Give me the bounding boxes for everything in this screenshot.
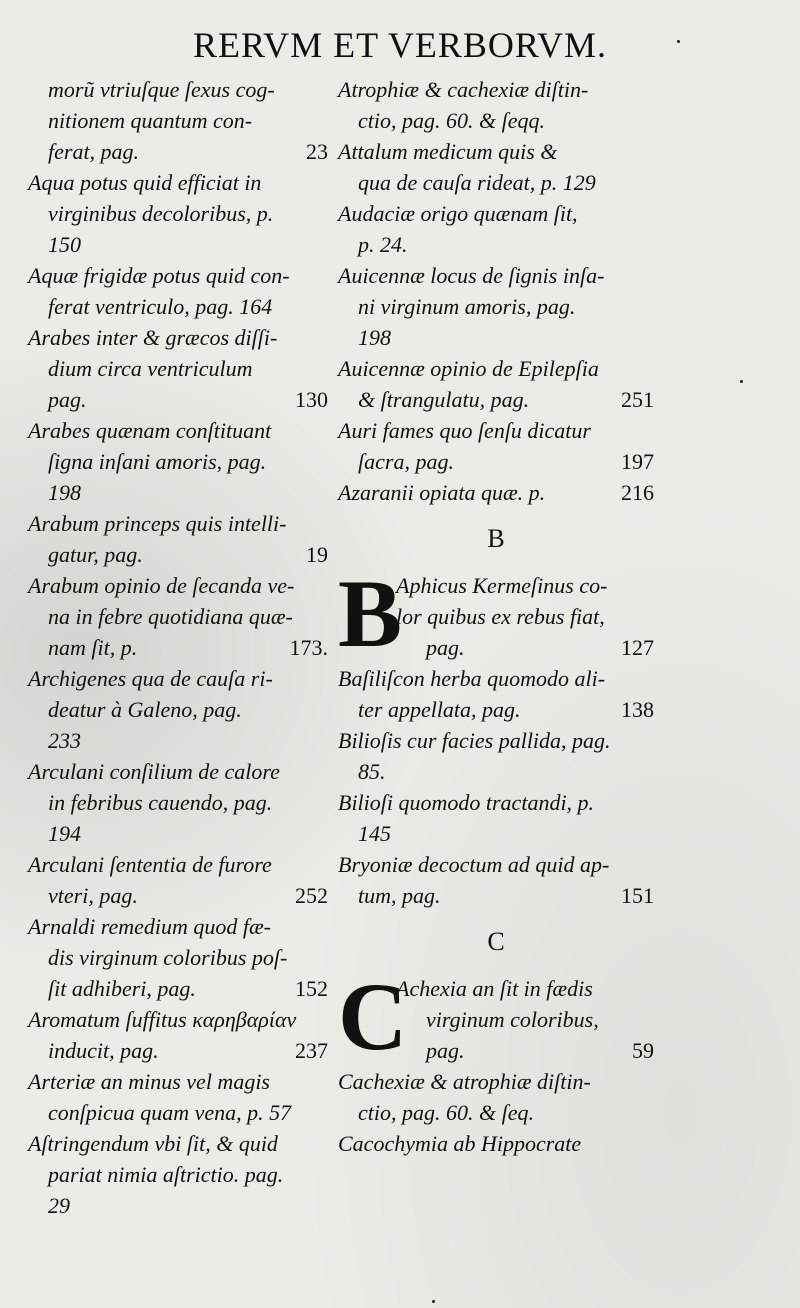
index-line [28, 415, 328, 446]
index-line [338, 787, 654, 818]
entry-text: na in febre quotidiana quæ- [48, 604, 293, 629]
entry-text: pag. [48, 387, 87, 412]
drop-cap-letter-c: C [338, 963, 408, 1070]
index-line [338, 1097, 654, 1128]
entry-text: Arabes inter & græcos diſſi- [28, 325, 278, 350]
entry-text: Audaciæ origo quænam ſit, [338, 201, 578, 226]
index-line [28, 849, 328, 880]
entry-text: Atrophiæ & cachexiæ diſtin- [338, 77, 589, 102]
index-line [28, 1035, 328, 1066]
entry-text: Arabum princeps quis intelli- [28, 511, 287, 536]
entry-text: Aqua potus quid efficiat in [28, 170, 262, 195]
drop-cap-block-b [338, 560, 654, 667]
index-line [338, 229, 654, 260]
index-line [28, 322, 328, 353]
entry-text: pag. [426, 635, 465, 660]
index-line [338, 136, 654, 167]
index-line [28, 1190, 328, 1221]
entry-text: morũ vtriuſque ſexus cog- [48, 77, 275, 102]
section-heading-c: C [487, 927, 505, 956]
entry-text: inducit, pag. [48, 1038, 159, 1063]
index-line [28, 880, 328, 911]
entry-text: 29 [48, 1193, 70, 1218]
entry-text: qua de cauſa rideat, p. 129 [358, 170, 596, 195]
entry-text: ni virginum amoris, pag. [358, 294, 576, 319]
index-line [338, 1066, 654, 1097]
index-line [28, 229, 328, 260]
index-line [28, 632, 328, 663]
entry-text: Azaranii opiata quæ. p. [338, 480, 546, 505]
entry-text: Aquæ frigidæ potus quid con- [28, 263, 290, 288]
entry-text: Aſtringendum vbi ſit, & quid [28, 1131, 278, 1156]
right-column-entries-a [338, 74, 654, 508]
right-column [338, 74, 654, 1159]
index-line [338, 74, 654, 105]
page-number: 19 [306, 542, 328, 567]
drop-line: Aphicus Kermeſinus co- [396, 573, 608, 598]
index-line [338, 663, 654, 694]
entry-text: Bryoniæ decoctum ad quid ap- [338, 852, 610, 877]
index-line [28, 663, 328, 694]
entry-text: dium circa ventriculum [48, 356, 253, 381]
index-line [28, 74, 328, 105]
entry-text: Cachexiæ & atrophiæ diſtin- [338, 1069, 591, 1094]
entry-text: ferat ventriculo, pag. 164 [48, 294, 273, 319]
index-line [28, 1097, 328, 1128]
entry-text: 85. [358, 759, 386, 784]
index-line [338, 446, 654, 477]
index-line [28, 725, 328, 756]
index-line [28, 198, 328, 229]
index-line [28, 694, 328, 725]
entry-text: tum, pag. [358, 883, 441, 908]
entry-text: Attalum medicum quis & [338, 139, 558, 164]
entry-text: Auicennæ opinio de Epilepſia [338, 356, 599, 381]
entry-text: in febribus cauendo, pag. [48, 790, 273, 815]
entry-text: ctio, pag. 60. & ſeq. [358, 1100, 534, 1125]
entry-text: Auicennæ locus de ſignis inſa- [338, 263, 605, 288]
index-line [338, 477, 654, 508]
index-line [338, 353, 654, 384]
index-line [28, 601, 328, 632]
entry-text: 150 [48, 232, 81, 257]
entry-text: Arculani ſententia de furore [28, 852, 272, 877]
page-number: 173. [289, 635, 328, 660]
index-line [28, 756, 328, 787]
drop-line-tail [338, 1035, 654, 1066]
entry-text: 198 [358, 325, 391, 350]
entry-text: pariat nimia aſtrictio. pag. [48, 1162, 284, 1187]
entry-text: Bilioſi quomodo tractandi, p. [338, 790, 595, 815]
index-line [28, 353, 328, 384]
index-line [28, 384, 328, 415]
drop-cap-block-c [338, 963, 654, 1070]
page-number: 151 [621, 883, 654, 908]
page-number: 152 [295, 976, 328, 1001]
index-line [28, 1128, 328, 1159]
index-line [28, 1159, 328, 1190]
entry-text: nam ſit, p. [48, 635, 138, 660]
index-line [338, 198, 654, 229]
index-line [28, 136, 328, 167]
entry-text: Auri fames quo ſenſu dicatur [338, 418, 591, 443]
index-line [338, 1128, 654, 1159]
entry-text: conſpicua quam vena, p. 57 [48, 1100, 292, 1125]
page-number: 237 [295, 1038, 328, 1063]
drop-cap-letter-b: B [338, 560, 403, 667]
index-line [338, 105, 654, 136]
index-line [28, 911, 328, 942]
entry-text: & ſtrangulatu, pag. [358, 387, 530, 412]
page-number: 59 [632, 1038, 654, 1063]
entry-text: ter appellata, pag. [358, 697, 521, 722]
index-line [338, 291, 654, 322]
index-line [28, 787, 328, 818]
index-line [28, 539, 328, 570]
entry-text: pag. [426, 1038, 465, 1063]
entry-text: Archigenes qua de cauſa ri- [28, 666, 273, 691]
entry-text: Arculani conſilium de calore [28, 759, 280, 784]
index-line [28, 291, 328, 322]
left-column [28, 74, 328, 1221]
entry-text: p. 24. [358, 232, 408, 257]
page-number: 127 [621, 635, 654, 660]
section-b-entries [338, 663, 654, 911]
index-line [28, 105, 328, 136]
entry-text: nitionem quantum con- [48, 108, 253, 133]
entry-text: vteri, pag. [48, 883, 138, 908]
drop-line-tail [338, 632, 654, 663]
page-number: 251 [621, 387, 654, 412]
entry-text: ctio, pag. 60. & ſeqq. [358, 108, 545, 133]
entry-text: Arnaldi remedium quod fæ- [28, 914, 271, 939]
page-number: 138 [621, 697, 654, 722]
index-line [28, 167, 328, 198]
index-line [28, 942, 328, 973]
page-number: 130 [295, 387, 328, 412]
entry-text: 145 [358, 821, 391, 846]
entry-text: ſigna inſani amoris, pag. [48, 449, 267, 474]
index-line [338, 322, 654, 353]
index-line [338, 756, 654, 787]
entry-text: 198 [48, 480, 81, 505]
running-header: RERVM ET VERBORVM. [193, 25, 607, 65]
index-line [28, 818, 328, 849]
entry-text: deatur à Galeno, pag. [48, 697, 242, 722]
entry-text: ſit adhiberi, pag. [48, 976, 196, 1001]
drop-line: Achexia an ſit in fædis [396, 976, 593, 1001]
index-line [28, 973, 328, 1004]
drop-line: lor quibus ex rebus fiat, [396, 604, 605, 629]
entry-text: Bilioſis cur facies pallida, pag. [338, 728, 611, 753]
entry-text: 233 [48, 728, 81, 753]
index-line [338, 260, 654, 291]
index-line [28, 1066, 328, 1097]
entry-text: Arabes quænam conſtituant [28, 418, 272, 443]
index-line [28, 1004, 328, 1035]
section-heading-b: B [487, 524, 505, 553]
drop-line: virginum coloribus, [426, 1007, 599, 1032]
index-line [28, 508, 328, 539]
index-line [338, 384, 654, 415]
index-line [338, 849, 654, 880]
index-line [338, 694, 654, 725]
index-line [28, 446, 328, 477]
page-number: 197 [621, 449, 654, 474]
section-c-entries [338, 1066, 654, 1159]
entry-text: Baſiliſcon herba quomodo ali- [338, 666, 606, 691]
entry-text: ferat, pag. [48, 139, 140, 164]
entry-text: ſacra, pag. [358, 449, 454, 474]
entry-text: dis virginum coloribus poſ- [48, 945, 288, 970]
page-number: 216 [621, 480, 654, 505]
entry-text: Aromatum ſuffitus καρηβαρίαν [28, 1007, 297, 1032]
index-line [338, 818, 654, 849]
entry-text: virginibus decoloribus, p. [48, 201, 274, 226]
entry-text: gatur, pag. [48, 542, 143, 567]
entry-text: 194 [48, 821, 81, 846]
entry-text: Arteriæ an minus vel magis [28, 1069, 270, 1094]
index-line [338, 725, 654, 756]
page-number: 23 [306, 139, 328, 164]
index-line [338, 415, 654, 446]
index-line [338, 167, 654, 198]
index-line [338, 880, 654, 911]
entry-text: Arabum opinio de ſecanda ve- [28, 573, 295, 598]
entry-text: Cacochymia ab Hippocrate [338, 1131, 582, 1156]
index-line [28, 477, 328, 508]
page-number: 252 [295, 883, 328, 908]
index-line [28, 570, 328, 601]
index-line [28, 260, 328, 291]
